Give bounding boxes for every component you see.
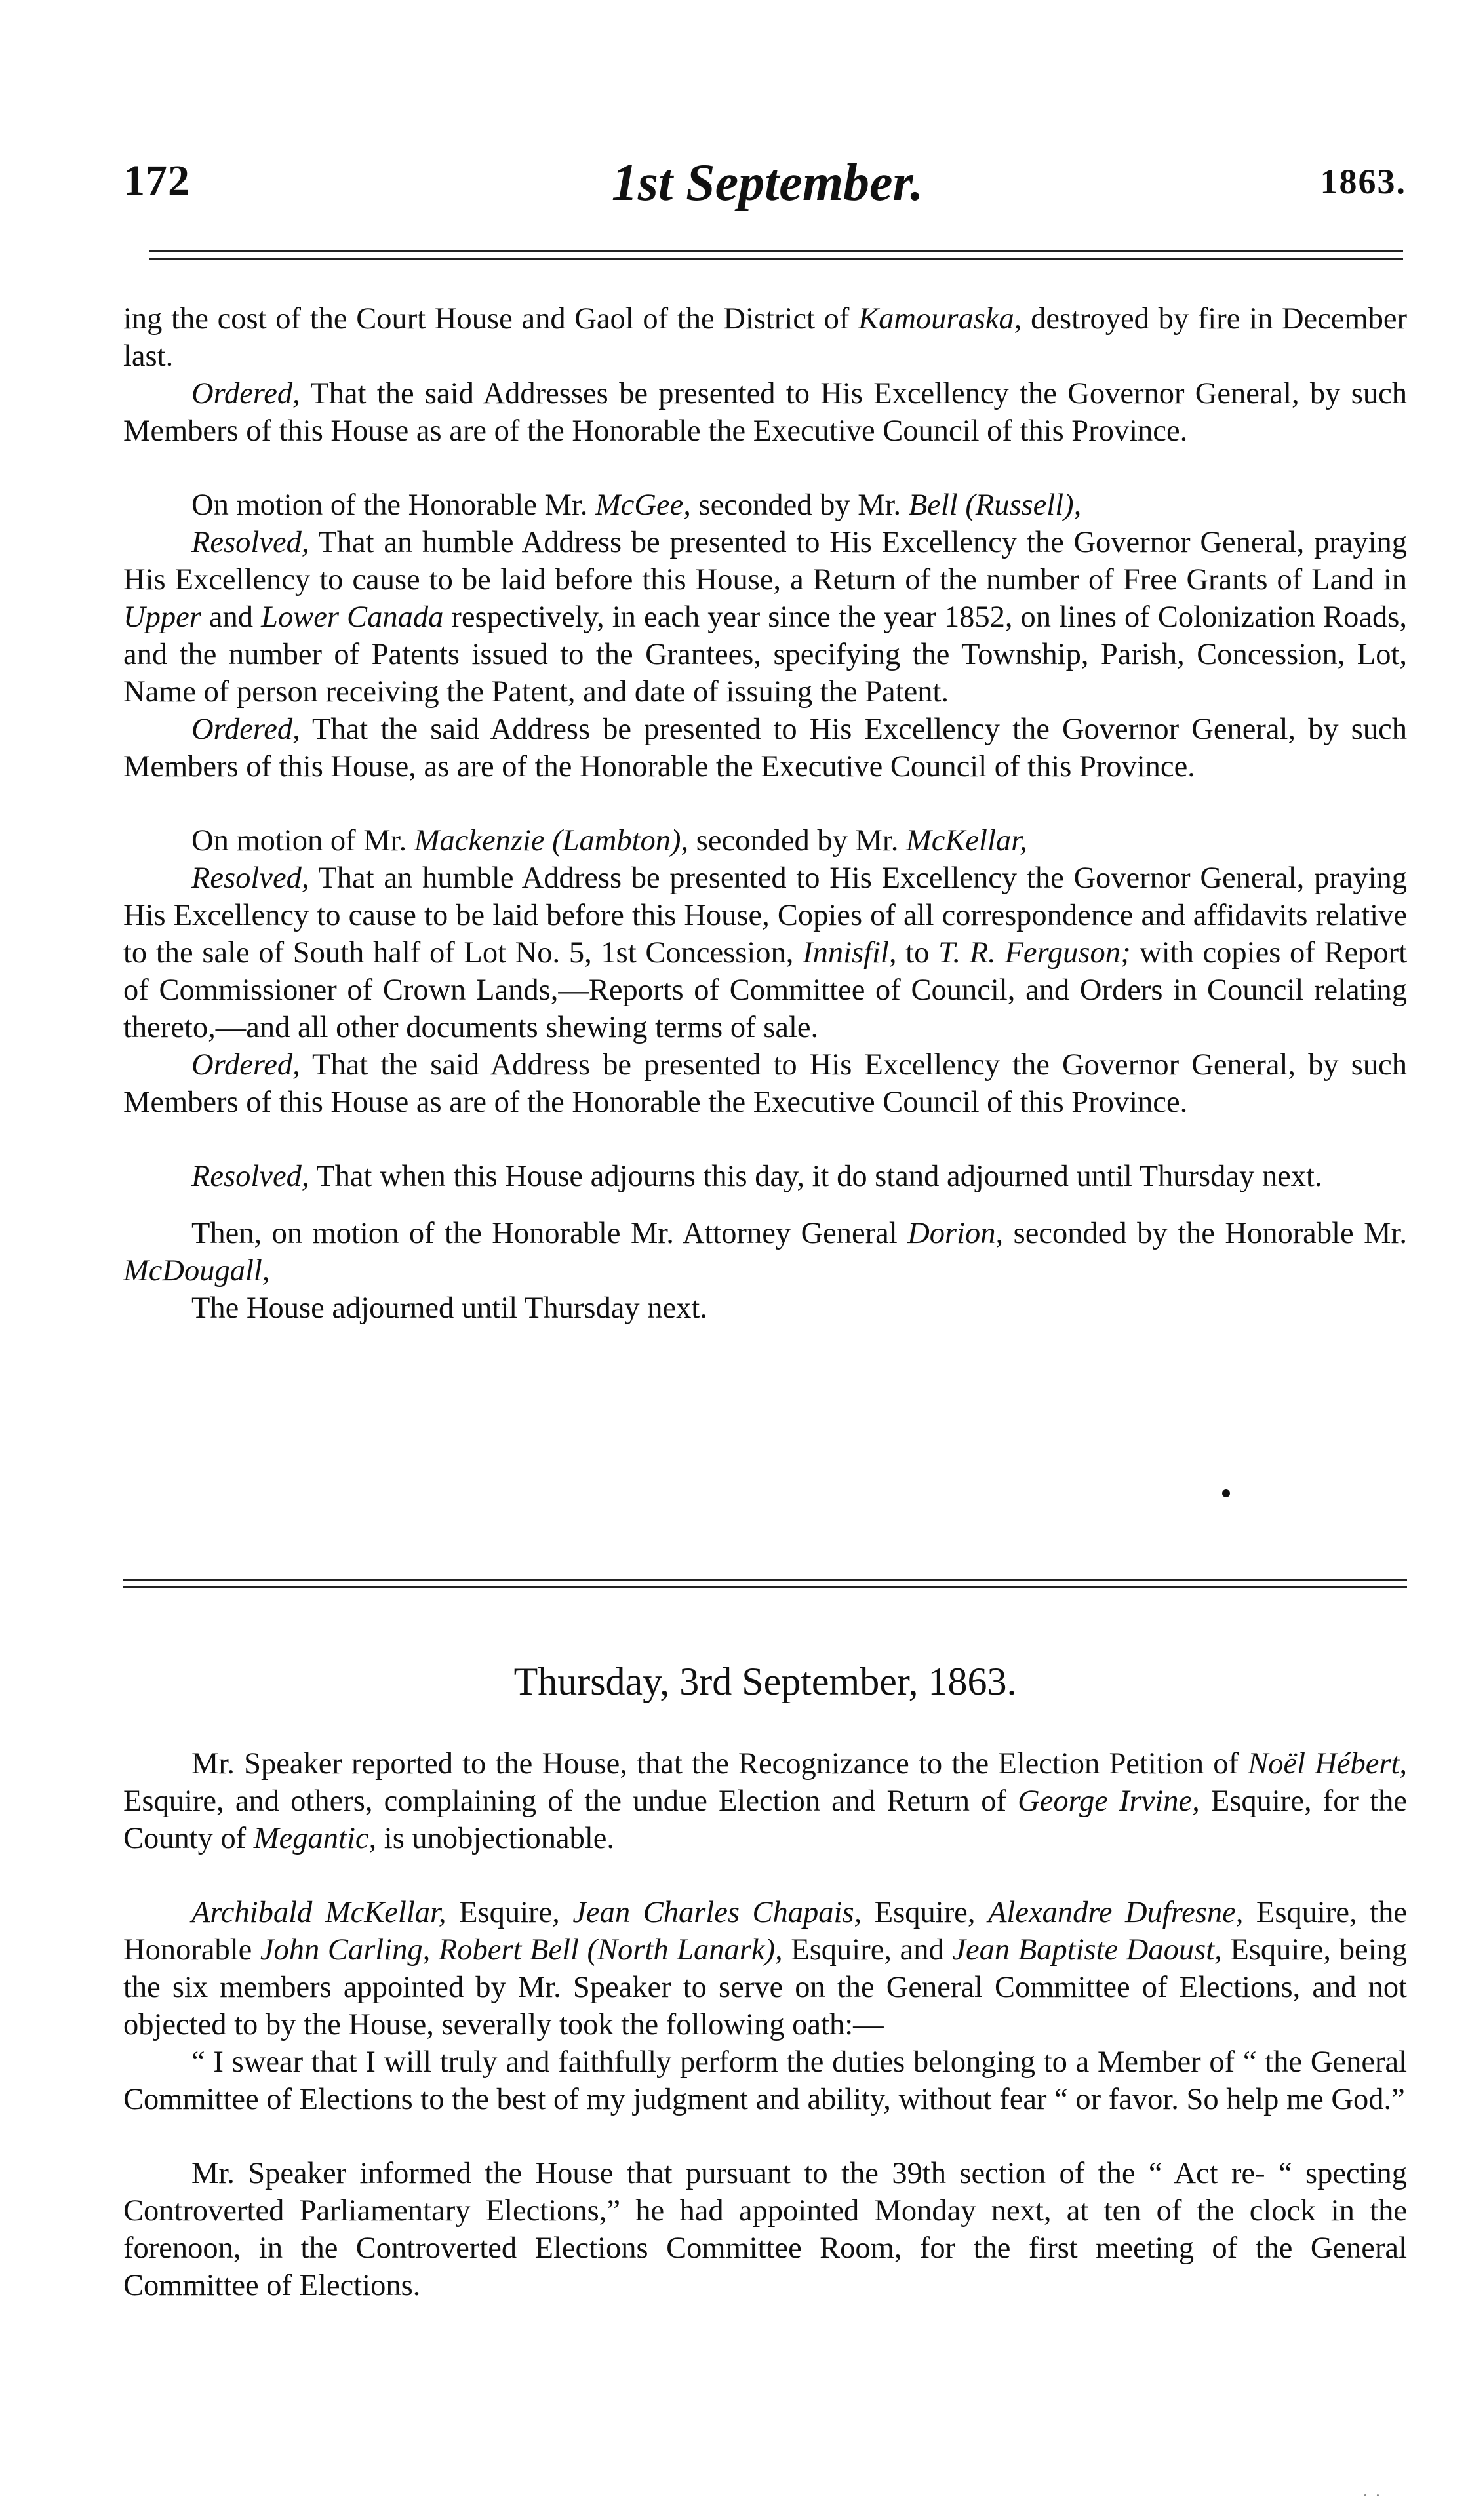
text-run: Esquire, being the six members appointed by Mr. Speaker to serve on the General Committee of Elections, and not objected to by the House, severally took the following oath:— bbox=[123, 1933, 1407, 2041]
paragraph bbox=[123, 1290, 1407, 1327]
paragraph bbox=[123, 375, 1407, 450]
seconder-name: Bell (Russell), bbox=[908, 488, 1082, 522]
text-run: seconded by Mr. bbox=[690, 488, 909, 522]
text-run: Esquire, bbox=[446, 1896, 573, 1929]
place-name: Innisfil, bbox=[803, 936, 897, 970]
page-header bbox=[123, 156, 1412, 215]
header-double-rule bbox=[149, 250, 1403, 261]
text-run: to bbox=[896, 936, 939, 970]
seconder-name: McKellar, bbox=[906, 824, 1027, 857]
ordered-lead: Ordered, bbox=[191, 377, 300, 410]
paragraph bbox=[123, 711, 1407, 785]
text-run: Then, on motion of the Honorable Mr. Attorney General bbox=[191, 1217, 908, 1250]
day-heading: Thursday, 3rd September, 1863. bbox=[513, 1660, 1017, 1703]
text-run: with copies of Report of Commissioner of Crown Lands,—Reports of Committee of Council, and Orders in Council relating thereto,—and all other documents shewing terms of sale. bbox=[123, 936, 1408, 1044]
paragraph bbox=[123, 300, 1407, 375]
adjournment-resolution-block bbox=[123, 1158, 1407, 1195]
recognizance-block bbox=[123, 1745, 1407, 1857]
proceedings-1st-september bbox=[123, 300, 1407, 1327]
scan-speckle: · · bbox=[1362, 2486, 1382, 2505]
mover-name: Dorion, bbox=[907, 1217, 1004, 1250]
person-name: T. R. Ferguson; bbox=[938, 936, 1131, 970]
mover-name: Mackenzie (Lambton), bbox=[414, 824, 689, 857]
kamouraska-address-block bbox=[123, 300, 1407, 450]
text-run: and bbox=[201, 600, 262, 634]
text-run: That the said Addresses be presented to His Excellency the Governor General, by such Members of this House as are of the Honorable the Executive Council of this Province. bbox=[123, 377, 1407, 448]
paragraph bbox=[123, 1745, 1407, 1857]
person-name: Jean Charles Chapais, bbox=[572, 1896, 862, 1929]
running-title: 1st September. bbox=[611, 154, 924, 212]
text-run: ing the cost of the Court House and Gaol of the District of bbox=[123, 302, 859, 336]
text-run: Esquire, and others, complaining of the undue Election and Return of bbox=[123, 1784, 1018, 1818]
person-name: Archibald McKellar, bbox=[191, 1896, 446, 1929]
person-name: George Irvine, bbox=[1018, 1784, 1200, 1818]
place-name: Kamouraska, bbox=[858, 302, 1022, 336]
text-run: That an humble Address be presented to His Excellency the Governor General, praying His Excellency to cause to be laid before this House, Copies of all correspondence and affidavits relative to the sale of South half of Lot No. 5, 1st Concession, bbox=[123, 861, 1407, 970]
person-name: Noël Hébert, bbox=[1248, 1747, 1407, 1781]
paragraph bbox=[123, 1046, 1407, 1121]
paragraph bbox=[123, 1894, 1407, 2043]
text-run: The House adjourned until Thursday next. bbox=[191, 1291, 707, 1325]
paragraph bbox=[123, 1215, 1407, 1290]
resolved-lead: Resolved, bbox=[191, 1160, 309, 1193]
text-run: That the said Address be presented to His Excellency the Governor General, by such Members of this House as are of the Honorable the Executive Council of this Province. bbox=[123, 1048, 1407, 1119]
paragraph bbox=[123, 859, 1407, 1046]
committee-meeting-block bbox=[123, 2155, 1407, 2304]
page-number: 172 bbox=[123, 157, 190, 205]
text-run: Esquire, bbox=[862, 1896, 989, 1929]
text-run: destroyed by fire in December last. bbox=[123, 302, 1407, 373]
text-run: seconded by Mr. bbox=[688, 824, 907, 857]
adjournment-motion-block bbox=[123, 1215, 1407, 1327]
committee-oath-block bbox=[123, 1894, 1407, 2118]
free-grants-motion-block bbox=[123, 486, 1407, 785]
innisfil-motion-block bbox=[123, 822, 1407, 1121]
paragraph bbox=[123, 1158, 1407, 1195]
text-run: respectively, in each year since the year 1852, on lines of Colonization Roads, and the number of Patents issued to the Grantees, specifying the Township, Parish, Concession, Lot, Name of person receiving the Patent, and date of issuing the Patent. bbox=[123, 600, 1407, 709]
section-double-rule bbox=[123, 1579, 1407, 1589]
stray-ink-dot bbox=[1222, 1489, 1230, 1497]
place-name: Lower Canada bbox=[261, 600, 444, 634]
text-run: On motion of the Honorable Mr. bbox=[191, 488, 596, 522]
resolved-lead: Resolved, bbox=[191, 861, 309, 895]
ordered-lead: Ordered, bbox=[191, 1048, 300, 1082]
seconder-name: McDougall, bbox=[123, 1254, 270, 1288]
text-run: That the said Address be presented to His Excellency the Governor General, by such Members of this House, as are of the Honorable the Executive Council of this Province. bbox=[123, 713, 1407, 783]
text-run: That when this House adjourns this day, it do stand adjourned until Thursday next. bbox=[309, 1160, 1322, 1193]
text-run: is unobjectionable. bbox=[376, 1822, 615, 1855]
person-name: Jean Baptiste Daoust, bbox=[952, 1933, 1222, 1967]
motion-line bbox=[123, 486, 1407, 524]
mover-name: McGee, bbox=[595, 488, 691, 522]
paragraph: Mr. Speaker informed the House that pursuant to the 39th section of the “ Act re- “ specting Controverted Parliamentary Elections,” he had appointed Monday next, at ten of the clock in the forenoon, in the Controverted Elections Committee Room, for the first meeting of the General Committee of Elections. bbox=[123, 2157, 1407, 2302]
resolved-lead: Resolved, bbox=[191, 526, 309, 559]
place-name: Upper bbox=[123, 600, 201, 634]
header-year: 1863. bbox=[1320, 162, 1406, 201]
person-name: Alexandre Dufresne, bbox=[988, 1896, 1244, 1929]
ordered-lead: Ordered, bbox=[191, 713, 300, 746]
person-name: John Carling, Robert Bell (North Lanark), bbox=[260, 1933, 783, 1967]
proceedings-3rd-september bbox=[123, 1745, 1407, 2304]
place-name: Megantic, bbox=[253, 1822, 377, 1855]
motion-line bbox=[123, 822, 1407, 859]
oath-text: “ I swear that I will truly and faithfully perform the duties belonging to a Member of “ the General Committee of Elections to the best of my judgment and ability, without fear “ or favor. So help me God.” bbox=[123, 2045, 1407, 2116]
text-run: On motion of Mr. bbox=[191, 824, 414, 857]
text-run: Esquire, for the County of bbox=[123, 1784, 1407, 1855]
text-run: Esquire, and bbox=[782, 1933, 953, 1967]
text-run: Esquire, the Honorable bbox=[123, 1896, 1407, 1967]
paragraph bbox=[123, 524, 1407, 711]
text-run: seconded by the Honorable Mr. bbox=[1003, 1217, 1407, 1250]
text-run: Mr. Speaker reported to the House, that the Recognizance to the Election Petition of bbox=[191, 1747, 1248, 1781]
text-run: That an humble Address be presented to His Excellency the Governor General, praying His Excellency to cause to be laid before this House, a Return of the number of Free Grants of Land in bbox=[123, 526, 1407, 597]
